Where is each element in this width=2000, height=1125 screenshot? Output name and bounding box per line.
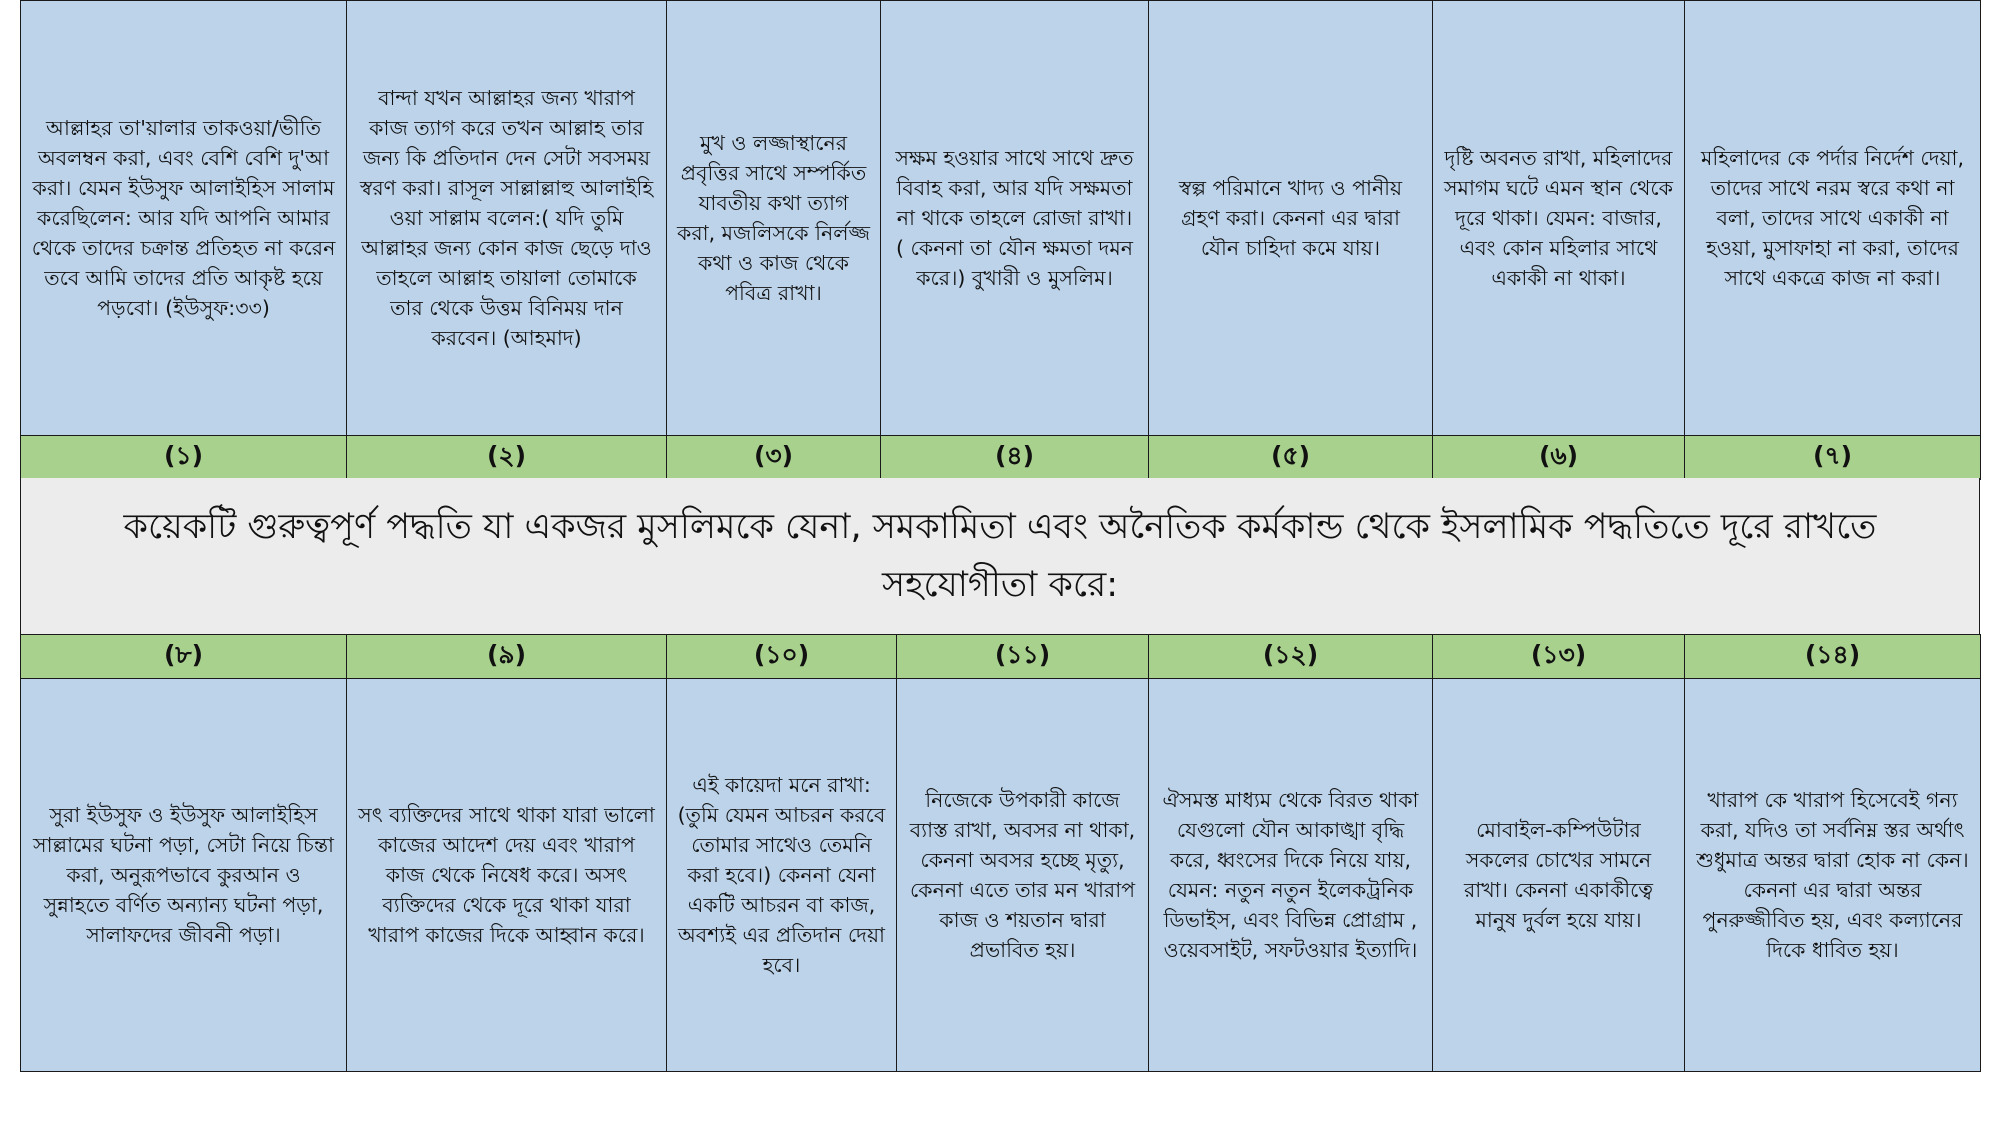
method-number-14: (১৪) [1685, 635, 1981, 679]
method-number-13: (১৩) [1433, 635, 1685, 679]
method-cell-3: মুখ ও লজ্জাস্থানের প্রবৃত্তির সাথে সম্পর্কিত যাবতীয় কথা ত্যাগ করা, মজলিসকে নির্লজ্জ কথা ও কাজ থেকে পবিত্র রাখা। [667, 1, 881, 436]
method-cell-1: আল্লাহর তা'য়ালার তাকওয়া/ভীতি অবলম্বন করা, এবং বেশি বেশি দু'আ করা। যেমন ইউসুফ আলাইহিস সালাম করেছিলেন: আর যদি আপনি আমার থেকে তাদের চক্রান্ত প্রতিহত না করেন তবে আমি তাদের প্রতি আকৃষ্ট হয়ে পড়বো। (ইউসুফ:৩৩) [21, 1, 347, 436]
method-number-7: (৭) [1685, 436, 1981, 480]
method-cell-5: স্বল্প পরিমানে খাদ্য ও পানীয় গ্রহণ করা। কেননা এর দ্বারা যৌন চাহিদা কমে যায়। [1149, 1, 1433, 436]
method-number-11: (১১) [897, 635, 1149, 679]
heading-text: কয়েকটি গুরুত্বপূর্ণ পদ্ধতি যা একজর মুসলিমকে যেনা, সমকামিতা এবং অনৈতিক কর্মকান্ড থেকে ইসলামিক পদ্ধতিতে দূরে রাখতে সহযোগীতা করে: [123, 507, 1877, 605]
method-number-2: (২) [347, 436, 667, 480]
method-number-9: (৯) [347, 635, 667, 679]
method-cell-10: এই কায়েদা মনে রাখা: (তুমি যেমন আচরন করবে তোমার সাথেও তেমনি করা হবে।) কেননা যেনা একটি আচরন বা কাজ, অবশ্যই এর প্রতিদান দেয়া হবে। [667, 679, 897, 1072]
method-cell-8: সুরা ইউসুফ ও ইউসুফ আলাইহিস সাল্লামের ঘটনা পড়া, সেটা নিয়ে চিন্তা করা, অনুরূপভাবে কুরআন ও সুন্নাহতে বর্ণিত অন্যান্য ঘটনা পড়া, সালাফদের জীবনী পড়া। [21, 679, 347, 1072]
method-cell-12: ঐসমস্ত মাধ্যম থেকে বিরত থাকা যেগুলো যৌন আকাঙ্খা বৃদ্ধি করে, ধ্বংসের দিকে নিয়ে যায়, যেমন: নতুন নতুন ইলেকট্রনিক ডিভাইস, এবং বিভিন্ন প্রোগ্রাম , ওয়েবসাইট, সফটওয়ার ইত্যাদি। [1149, 679, 1433, 1072]
method-number-5: (৫) [1149, 436, 1433, 480]
top-method-table [20, 0, 1980, 480]
method-cell-4: সক্ষম হওয়ার সাথে সাথে দ্রুত বিবাহ করা, আর যদি সক্ষমতা না থাকে তাহলে রোজা রাখা। ( কেননা তা যৌন ক্ষমতা দমন করে।) বুখারী ও মুসলিম। [881, 1, 1149, 436]
method-number-3: (৩) [667, 436, 881, 480]
method-cell-14: খারাপ কে খারাপ হিসেবেই গন্য করা, যদিও তা সর্বনিম্ন স্তর অর্থাৎ শুধুমাত্র অন্তর দ্বারা হোক না কেন। কেননা এর দ্বারা অন্তর পুনরুজ্জীবিত হয়, এবং কল্যানের দিকে ধাবিত হয়। [1685, 679, 1981, 1072]
method-cell-7: মহিলাদের কে পর্দার নির্দেশ দেয়া, তাদের সাথে নরম স্বরে কথা না বলা, তাদের সাথে একাকী না হওয়া, মুসাফাহা না করা, তাদের সাথে একত্রে কাজ না করা। [1685, 1, 1981, 436]
method-number-1: (১) [21, 436, 347, 480]
method-number-6: (৬) [1433, 436, 1685, 480]
method-number-10: (১০) [667, 635, 897, 679]
method-cell-6: দৃষ্টি অবনত রাখা, মহিলাদের সমাগম ঘটে এমন স্থান থেকে দূরে থাকা। যেমন: বাজার, এবং কোন মহিলার সাথে একাকী না থাকা। [1433, 1, 1685, 436]
bottom-method-table [20, 634, 1980, 1072]
method-cell-9: সৎ ব্যক্তিদের সাথে থাকা যারা ভালো কাজের আদেশ দেয় এবং খারাপ কাজ থেকে নিষেধ করে। অসৎ ব্যক্তিদের থেকে দূরে থাকা যারা খারাপ কাজের দিকে আহ্বান করে। [347, 679, 667, 1072]
page-heading [20, 478, 1980, 634]
method-cell-11: নিজেকে উপকারী কাজে ব্যাস্ত রাখা, অবসর না থাকা, কেননা অবসর হচ্ছে মৃত্যু, কেননা এতে তার মন খারাপ কাজ ও শয়তান দ্বারা প্রভাবিত হয়। [897, 679, 1149, 1072]
method-number-8: (৮) [21, 635, 347, 679]
method-number-4: (৪) [881, 436, 1149, 480]
method-number-12: (১২) [1149, 635, 1433, 679]
method-cell-13: মোবাইল-কম্পিউটার সকলের চোখের সামনে রাখা। কেননা একাকীত্বে মানুষ দুর্বল হয়ে যায়। [1433, 679, 1685, 1072]
method-cell-2: বান্দা যখন আল্লাহর জন্য খারাপ কাজ ত্যাগ করে তখন আল্লাহ তার জন্য কি প্রতিদান দেন সেটা সবসময় স্বরণ করা। রাসূল সাল্লাল্লাহু আলাইহি ওয়া সাল্লাম বলেন:( যদি তুমি আল্লাহর জন্য কোন কাজ ছেড়ে দাও তাহলে আল্লাহ তায়ালা তোমাকে তার থেকে উত্তম বিনিময় দান করবেন। (আহমাদ) [347, 1, 667, 436]
